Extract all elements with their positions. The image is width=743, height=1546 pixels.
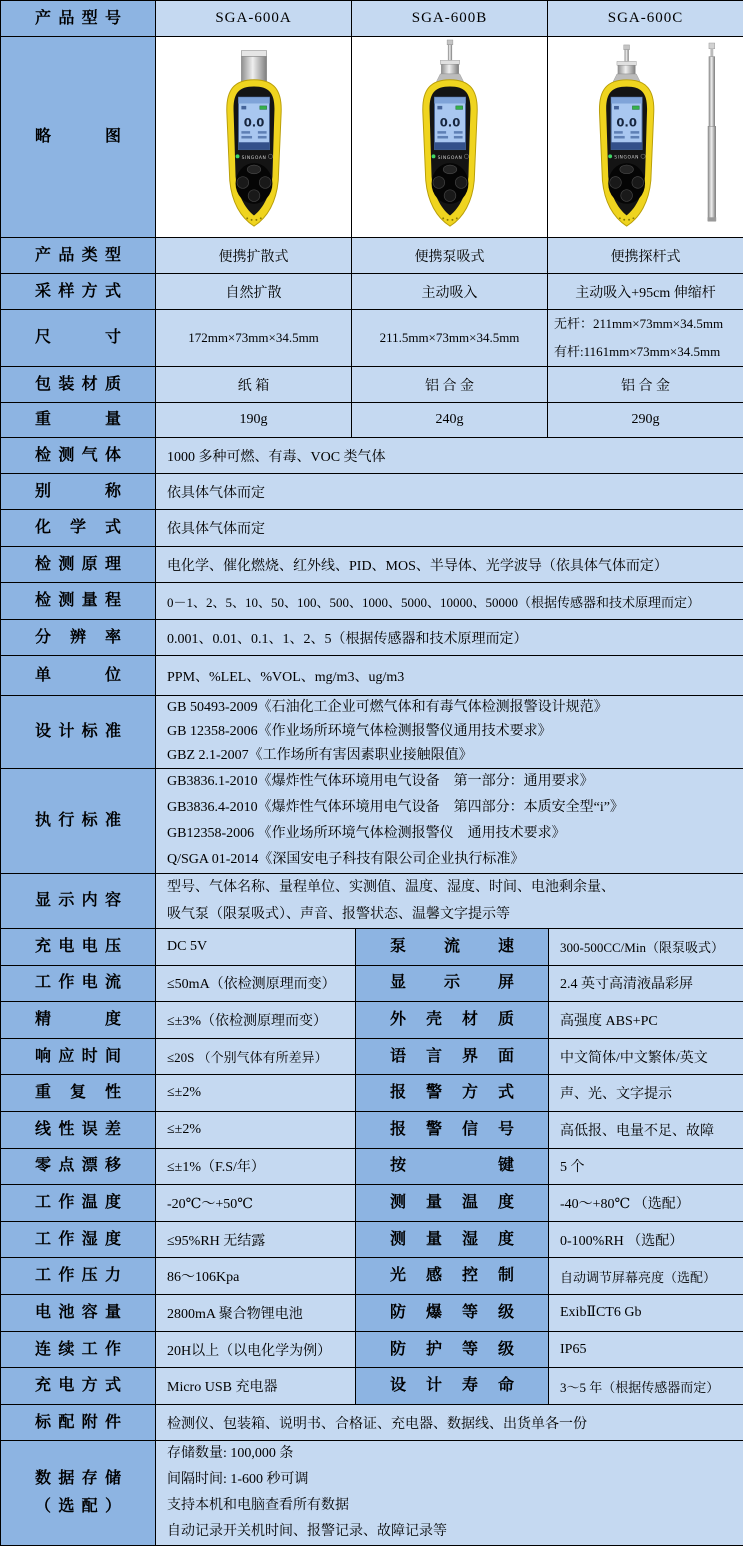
row-label-charging-voltage: 充电电压: [1, 929, 156, 966]
detected-gases-value: 1000 多种可燃、有毒、VOC 类气体: [156, 438, 743, 474]
pump-flow-value: 300-500CC/Min（限泵吸式）: [549, 929, 743, 966]
pump-probe: [613, 44, 640, 81]
alarm-mode-value: 声、光、文字提示: [549, 1075, 743, 1112]
working-temperature-value: -20℃～+50℃: [156, 1185, 356, 1222]
repeatability-value: ≤±2%: [156, 1075, 356, 1112]
dimensions-a: 172mm×73mm×34.5mm: [156, 310, 352, 367]
product-type-a: 便携扩散式: [156, 238, 352, 274]
menu-button: [619, 165, 633, 174]
execution-standard-line: GB3836.1-2010《爆炸性气体环境用电气设备 第一部分：通用要求》: [167, 769, 732, 795]
brand-text: SINGOAN: [241, 154, 266, 160]
packaging-a: 纸 箱: [156, 367, 352, 403]
row-label-working-pressure: 工作压力: [1, 1258, 156, 1295]
dimensions-b: 211.5mm×73mm×34.5mm: [352, 310, 548, 367]
data-storage-label-line2: （选配）: [1, 1497, 155, 1517]
row-label-design-standards: 设计标准: [1, 696, 156, 769]
measuring-humidity-value: 0-100%RH （选配）: [549, 1221, 743, 1258]
row-label-measuring-humidity: 测量湿度: [356, 1221, 549, 1258]
right-button: [455, 176, 467, 188]
row-label-response-time: 响应时间: [1, 1038, 156, 1075]
model-name-b: SGA-600B: [352, 1, 548, 37]
alias-value: 依具体气体而定: [156, 474, 743, 510]
detection-principle-value: 电化学、催化燃烧、红外线、PID、MOS、半导体、光学波导（依具体气体而定）: [156, 547, 743, 583]
speaker-icon: [241, 105, 246, 108]
continuous-operation-value: 20H以上（以电化学为例）: [156, 1331, 356, 1368]
row-label-charging-method: 充电方式: [1, 1368, 156, 1405]
execution-standard-line: GB3836.4-2010《爆炸性气体环境用电气设备 第四部分：本质安全型“i”》: [167, 795, 732, 821]
measuring-temperature-value: -40～+80℃ （选配）: [549, 1185, 743, 1222]
data-storage-line: 存储数量: 100,000 条: [167, 1441, 732, 1467]
light-control-value: 自动调节屏幕亮度（选配）: [549, 1258, 743, 1295]
design-standards-value: [156, 696, 743, 769]
row-label-alarm-signal: 报警信号: [356, 1112, 549, 1149]
design-life-value: 3～5 年（根据传感器而定）: [549, 1368, 743, 1405]
menu-button: [443, 165, 457, 174]
packaging-c: 铝 合 金: [548, 367, 743, 403]
model-name-c: SGA-600C: [548, 1, 743, 37]
sampling-a: 自然扩散: [156, 274, 352, 310]
execution-standards-value: [156, 769, 743, 874]
brand-text: SINGOAN: [614, 154, 639, 160]
chemical-formula-value: 依具体气体而定: [156, 510, 743, 547]
row-label-chemical-formula: 化学式: [1, 510, 156, 547]
row-label-linearity-error: 线性误差: [1, 1112, 156, 1149]
product-type-b: 便携泵吸式: [352, 238, 548, 274]
protection-rating-value: IP65: [549, 1331, 743, 1368]
pump-probe: [436, 39, 463, 81]
sensor-cap: [241, 50, 266, 81]
data-storage-value: [156, 1441, 743, 1546]
screen-reading: 0.0: [616, 115, 637, 129]
button-cluster: [235, 163, 272, 204]
sampling-b: 主动吸入: [352, 274, 548, 310]
row-label-sketch: 略图: [1, 37, 156, 238]
telescopic-rod: [707, 43, 716, 221]
data-storage-line: 间隔时间: 1-600 秒可调: [167, 1467, 732, 1493]
row-label-detected-gases: 检测气体: [1, 438, 156, 474]
display-screen-value: 2.4 英寸高清液晶彩屏: [549, 965, 743, 1002]
working-humidity-value: ≤95%RH 无结露: [156, 1221, 356, 1258]
speaker-icon: [614, 105, 619, 108]
button-cluster: [431, 163, 468, 204]
row-label-language: 语言界面: [356, 1038, 549, 1075]
design-standard-line: GB 12358-2006《作业场所环境气体检测报警仪通用技术要求》: [167, 720, 732, 744]
row-label-zero-drift: 零点漂移: [1, 1148, 156, 1185]
execution-standard-line: GB12358-2006 《作业场所环境气体检测报警仪 通用技术要求》: [167, 821, 732, 847]
working-pressure-value: 86～106Kpa: [156, 1258, 356, 1295]
weight-c: 290g: [548, 403, 743, 438]
detection-range-value: 0－1、2、5、10、50、100、500、1000、5000、10000、50000（根据传感器和技术原理而定）: [156, 583, 743, 620]
row-label-execution-standards: 执行标准: [1, 769, 156, 874]
sketch-cell-sga-600c: [548, 37, 743, 238]
dimensions-c-no-rod: 无杆：211mm×73mm×34.5mm: [554, 310, 737, 338]
status-led: [431, 154, 435, 158]
zero-drift-value: ≤±1%（F.S/年）: [156, 1148, 356, 1185]
alarm-signal-value: 高低报、电量不足、故障: [549, 1112, 743, 1149]
display-content-line: 吸气泵（限泵吸式）、声音、报警状态、温馨文字提示等: [167, 901, 732, 928]
weight-a: 190g: [156, 403, 352, 438]
row-label-detection-range: 检测量程: [1, 583, 156, 620]
buttons-value: 5 个: [549, 1148, 743, 1185]
row-label-alarm-mode: 报警方式: [356, 1075, 549, 1112]
row-label-protection-rating: 防护等级: [356, 1331, 549, 1368]
row-label-continuous-operation: 连续工作: [1, 1331, 156, 1368]
row-label-shell-material: 外壳材质: [356, 1002, 549, 1039]
enter-button: [248, 189, 260, 201]
standard-accessories-value: 检测仪、包装箱、说明书、合格证、充电器、数据线、出货单各一份: [156, 1405, 743, 1441]
row-label-units: 单位: [1, 656, 156, 696]
product-type-c: 便携探杆式: [548, 238, 743, 274]
row-label-pump-flow: 泵流速: [356, 929, 549, 966]
data-storage-label-line1: 数据存储: [1, 1469, 155, 1489]
menu-button: [247, 165, 261, 174]
resolution-value: 0.001、0.01、0.1、1、2、5（根据传感器和技术原理而定）: [156, 620, 743, 656]
row-label-working-current: 工作电流: [1, 965, 156, 1002]
right-button: [259, 176, 271, 188]
device-screen: [238, 97, 269, 149]
paired-spec-table: [0, 928, 743, 1405]
data-storage-line: 自动记录开关机时间、报警记录、故障记录等: [167, 1519, 732, 1545]
left-button: [433, 176, 445, 188]
row-label-design-life: 设计寿命: [356, 1368, 549, 1405]
row-label-light-control: 光感控制: [356, 1258, 549, 1295]
row-label-standard-accessories: 标配附件: [1, 1405, 156, 1441]
response-time-value: ≤20S （个别气体有所差异）: [156, 1038, 356, 1075]
left-button: [609, 176, 621, 188]
charging-voltage-value: DC 5V: [156, 929, 356, 966]
row-label-detection-principle: 检测原理: [1, 547, 156, 583]
sketch-cell-sga-600a: [156, 37, 352, 238]
data-storage-line: 支持本机和电脑查看所有数据: [167, 1493, 732, 1519]
speaker-icon: [437, 105, 442, 108]
battery-icon: [632, 105, 639, 108]
row-label-measuring-temperature: 测量温度: [356, 1185, 549, 1222]
dimensions-c-with-rod: 有杆:1161mm×73mm×34.5mm: [554, 338, 737, 366]
row-label-product-type: 产品类型: [1, 238, 156, 274]
model-name-a: SGA-600A: [156, 1, 352, 37]
row-label-sampling-method: 采样方式: [1, 274, 156, 310]
device-screen: [434, 97, 465, 149]
design-standard-line: GB 50493-2009《石油化工企业可燃气体和有毒气体检测报警设计规范》: [167, 696, 732, 720]
enter-button: [444, 189, 456, 201]
explosion-proof-rating-value: ExibⅡCT6 Gb: [549, 1295, 743, 1332]
language-value: 中文简体/中文繁体/英文: [549, 1038, 743, 1075]
row-label-dimensions: 尺寸: [1, 310, 156, 367]
row-label-alias: 别称: [1, 474, 156, 510]
packaging-b: 铝 合 金: [352, 367, 548, 403]
units-value: PPM、%LEL、%VOL、mg/m3、ug/m3: [156, 656, 743, 696]
battery-capacity-value: 2800mA 聚合物锂电池: [156, 1295, 356, 1332]
display-content-value: [156, 874, 743, 929]
linearity-error-value: ≤±2%: [156, 1112, 356, 1149]
row-label-explosion-proof-rating: 防爆等级: [356, 1295, 549, 1332]
screen-reading: 0.0: [439, 115, 460, 129]
row-label-weight: 重量: [1, 403, 156, 438]
row-label-working-humidity: 工作湿度: [1, 1221, 156, 1258]
product-overview-table: [0, 0, 743, 438]
status-led: [608, 154, 612, 158]
dimensions-c: [548, 310, 743, 367]
charging-method-value: Micro USB 充电器: [156, 1368, 356, 1405]
design-standard-line: GBZ 2.1-2007《工作场所有害因素职业接触限值》: [167, 744, 732, 768]
enter-button: [620, 189, 632, 201]
row-label-packaging: 包装材质: [1, 367, 156, 403]
working-current-value: ≤50mA（依检测原理而变）: [156, 965, 356, 1002]
device-image-sga-600b: [375, 39, 525, 231]
left-button: [237, 176, 249, 188]
battery-icon: [259, 105, 266, 108]
row-label-accuracy: 精度: [1, 1002, 156, 1039]
device-image-sga-600a: [179, 39, 329, 231]
row-label-display-screen: 显示屏: [356, 965, 549, 1002]
row-label-display-content: 显示内容: [1, 874, 156, 929]
right-button: [631, 176, 643, 188]
brand-text: SINGOAN: [437, 154, 462, 160]
screen-reading: 0.0: [243, 115, 264, 129]
device-screen: [611, 97, 642, 149]
sampling-c: 主动吸入+95cm 伸缩杆: [548, 274, 743, 310]
row-label-buttons: 按键: [356, 1148, 549, 1185]
row-label-repeatability: 重复性: [1, 1075, 156, 1112]
status-led: [235, 154, 239, 158]
shell-material-value: 高强度 ABS+PC: [549, 1002, 743, 1039]
display-content-line: 型号、气体名称、量程单位、实测值、温度、湿度、时间、电池剩余量、: [167, 874, 732, 901]
general-spec-table: [0, 437, 743, 929]
device-image-sga-600c: [554, 39, 738, 231]
button-cluster: [608, 163, 645, 204]
weight-b: 240g: [352, 403, 548, 438]
row-label-data-storage: [1, 1441, 156, 1546]
row-label-product-model: 产品型号: [1, 1, 156, 37]
execution-standard-line: Q/SGA 01-2014《深国安电子科技有限公司企业执行标准》: [167, 847, 732, 873]
row-label-working-temperature: 工作温度: [1, 1185, 156, 1222]
row-label-battery-capacity: 电池容量: [1, 1295, 156, 1332]
row-label-resolution: 分辨率: [1, 620, 156, 656]
footer-spec-table: [0, 1404, 743, 1546]
battery-icon: [455, 105, 462, 108]
sketch-cell-sga-600b: [352, 37, 548, 238]
accuracy-value: ≤±3%（依检测原理而变）: [156, 1002, 356, 1039]
